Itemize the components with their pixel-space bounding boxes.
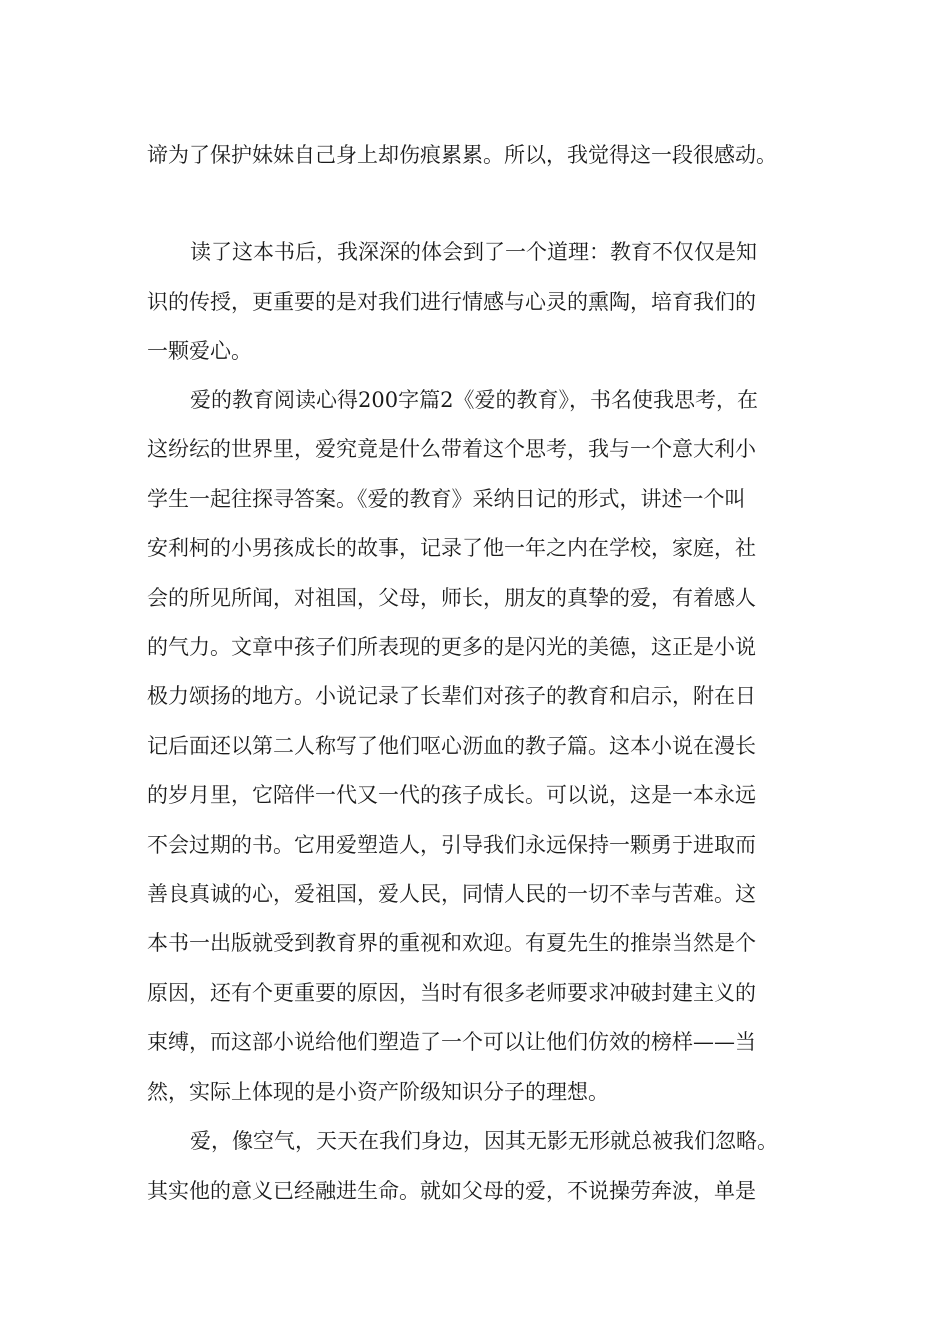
text-line: 学生一起往探寻答案。《爱的教育》采纳日记的形式，讲述一个叫 [147,487,746,511]
text-line: 原因，还有个更重要的原因，当时有很多老师要求冲破封建主义的 [147,981,756,1005]
text-line: 安利柯的小男孩成长的故事，记录了他一年之内在学校，家庭，社 [147,536,756,560]
text-line: 识的传授，更重要的是对我们进行情感与心灵的熏陶，培育我们的 [147,290,756,314]
text-line: 善良真诚的心，爱祖国，爱人民，同情人民的一切不幸与苦难。这 [147,882,756,906]
text-line: 不会过期的书。它用爱塑造人，引导我们永远保持一颗勇于进取而 [147,833,756,857]
text-line: 其实他的意义已经融进生命。就如父母的爱，不说操劳奔波，单是 [147,1179,756,1203]
text-line: 的气力。文章中孩子们所表现的更多的是闪光的美德，这正是小说 [147,635,756,659]
paragraph-first-line: 爱，像空气，天天在我们身边，因其无影无形就总被我们忽略。 [190,1129,778,1153]
text-line: 的岁月里，它陪伴一代又一代的孩子成长。可以说，这是一本永远 [147,783,756,807]
text-line: 本书一出版就受到教育界的重视和欢迎。有夏先生的推崇当然是个 [147,931,756,955]
text-line: 谛为了保护妹妹自己身上却伤痕累累。所以，我觉得这一段很感动。 [147,143,777,167]
text-line: 一颗爱心。 [147,339,252,363]
paragraph-first-line: 爱的教育阅读心得200字篇2《爱的教育》，书名使我思考，在 [190,388,758,412]
text-line: 束缚，而这部小说给他们塑造了一个可以让他们仿效的榜样——当 [147,1030,756,1054]
text-line: 然，实际上体现的是小资产阶级知识分子的理想。 [147,1080,609,1104]
text-line: 极力颂扬的地方。小说记录了长辈们对孩子的教育和启示，附在日 [147,684,756,708]
text-line: 会的所见所闻，对祖国，父母，师长，朋友的真挚的爱，有着感人 [147,586,756,610]
text-line: 记后面还以第二人称写了他们呕心沥血的教子篇。这本小说在漫长 [147,734,756,758]
paragraph-first-line: 读了这本书后，我深深的体会到了一个道理：教育不仅仅是知 [190,240,757,264]
text-line: 这纷纭的世界里，爱究竟是什么带着这个思考，我与一个意大利小 [147,437,756,461]
